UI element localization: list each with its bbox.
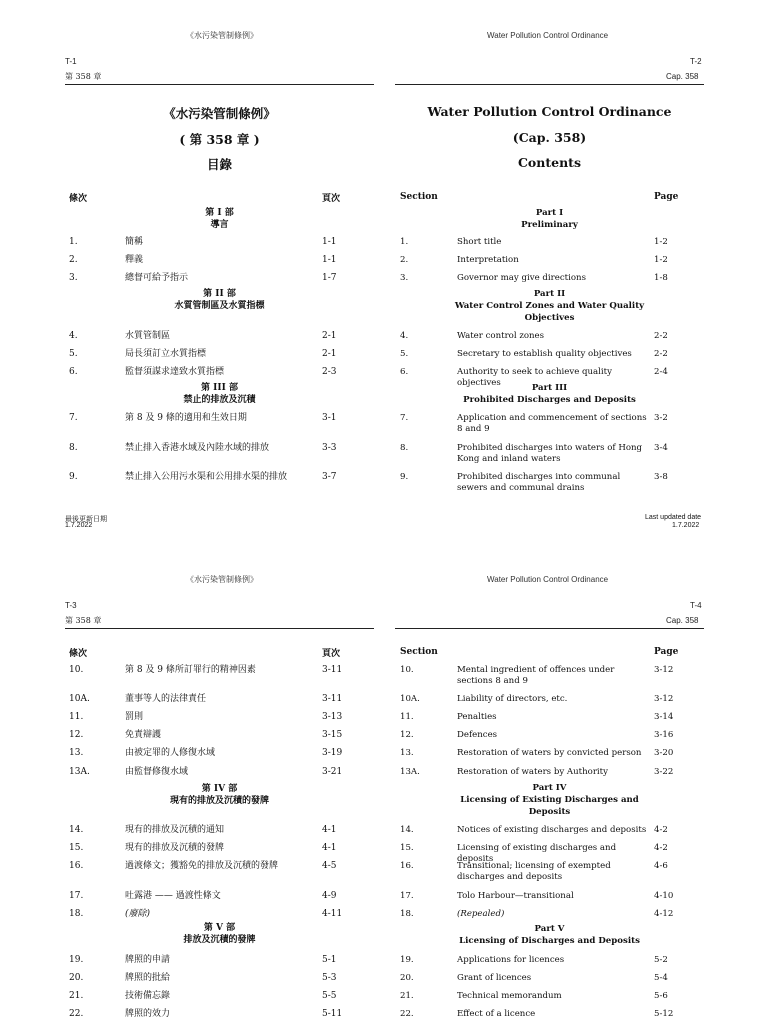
section-title: Water control zones	[457, 331, 545, 341]
section-number: 17.	[69, 891, 84, 901]
page-ref: 1-2	[654, 255, 668, 265]
section-number: 19.	[400, 955, 414, 965]
page-ref: 3-4	[654, 443, 668, 453]
section-title: Prohibited discharges into waters of Hong Kong and inland waters	[457, 443, 643, 464]
en-section-column-header: Section	[400, 192, 438, 202]
page-ref: 5-11	[322, 1009, 343, 1019]
zh-part-heading	[65, 382, 374, 406]
section-title: Liability of directors, etc.	[457, 694, 568, 704]
page-ref: 2-3	[322, 367, 337, 377]
section-number: 14.	[400, 825, 414, 835]
en-part-title: Prohibited Discharges and Deposits	[463, 395, 636, 405]
section-number: 15.	[69, 843, 84, 853]
section-number: 3.	[400, 273, 409, 283]
page-ref: 5-1	[322, 955, 337, 965]
page-ref: 4-9	[322, 891, 337, 901]
section-title: Applications for licences	[457, 955, 565, 965]
en-ordinance-title: Water Pollution Control Ordinance	[427, 104, 672, 119]
section-title: 董事等人的法律責任	[125, 694, 207, 704]
en-contents-title: Contents	[517, 155, 581, 170]
zh-cap-title: ( 第 358 章 )	[179, 132, 260, 147]
en-part-title: Preliminary	[521, 220, 578, 230]
page-ref: 3-11	[322, 665, 343, 675]
zh-part-number: 第 V 部	[203, 923, 236, 933]
section-title: 由監督修復水域	[125, 767, 189, 777]
section-title: Mental ingredient of offences under sections 8 and 9	[457, 665, 615, 686]
zh-part-heading	[65, 783, 374, 807]
section-title: 禁止排入公用污水渠和公用排水渠的排放	[125, 472, 288, 482]
page-ref: 5-5	[322, 991, 337, 1001]
section-number: 5.	[400, 349, 409, 359]
page-ref: 3-16	[654, 730, 674, 740]
zh-last-updated-label: 最後更新日期	[65, 515, 107, 523]
section-number: 13A.	[400, 767, 420, 777]
en-part-number: Part I	[535, 208, 564, 218]
right-page-number: T-4	[690, 601, 702, 610]
zh-page-column-header: 頁次	[322, 649, 341, 659]
page-ref: 2-1	[322, 349, 337, 359]
section-number: 8.	[69, 443, 78, 453]
section-number: 17.	[400, 891, 414, 901]
right-page-number: T-2	[690, 57, 702, 66]
section-title: 第 8 及 9 條所訂罪行的精神因素	[125, 665, 256, 675]
page-ref: 3-13	[322, 712, 343, 722]
section-number: 16.	[400, 861, 414, 871]
right-running-header: Water Pollution Control Ordinance	[487, 31, 609, 40]
page-ref: 2-4	[654, 367, 668, 377]
zh-page-column-header: 頁次	[322, 194, 341, 204]
section-number: 15.	[400, 843, 414, 853]
section-number: 2.	[69, 255, 78, 265]
page-ref: 4-12	[654, 909, 674, 919]
section-title: Tolo Harbour—transitional	[457, 891, 574, 901]
page-ref: 1-8	[654, 273, 668, 283]
en-part-title-continued: Deposits	[528, 807, 571, 817]
right-header-rule	[395, 628, 704, 629]
page-ref: 2-2	[654, 349, 668, 359]
page-ref: 3-8	[654, 472, 668, 482]
section-title: 技術備忘錄	[125, 991, 171, 1001]
en-last-updated-label: Last updated date	[645, 514, 702, 521]
section-title: 水質管制區	[125, 331, 171, 341]
section-title: Secretary to establish quality objectives	[457, 349, 632, 359]
section-title: 局長須訂立水質指標	[125, 349, 207, 359]
section-title: Authority to seek to achieve quality objectives	[457, 367, 612, 388]
section-number: 12.	[69, 730, 84, 740]
section-number: 9.	[400, 472, 409, 482]
en-part-number: Part II	[533, 289, 566, 299]
left-page-number: T-3	[65, 601, 77, 610]
page-ref: 1-2	[654, 237, 668, 247]
section-title: Short title	[457, 237, 502, 247]
section-number: 6.	[400, 367, 409, 377]
section-title: 牌照的申請	[125, 955, 171, 965]
page-ref: 4-2	[654, 843, 668, 853]
section-title: 監督須謀求達致水質指標	[125, 367, 225, 377]
section-number: 4.	[400, 331, 409, 341]
section-title: Notices of existing discharges and deposits	[457, 825, 647, 835]
section-number: 4.	[69, 331, 78, 341]
right-header-rule	[395, 84, 704, 85]
left-cap-number: 第 358 章	[65, 616, 102, 625]
right-cap-number: Cap. 358	[666, 72, 699, 81]
section-title: 由被定罪的人修復水域	[125, 748, 216, 758]
section-title: 禁止排入香港水域及內陸水域的排放	[125, 443, 270, 453]
section-title: 罰則	[125, 712, 144, 722]
page-ref: 5-2	[654, 955, 668, 965]
section-title: Grant of licences	[457, 973, 532, 983]
en-section-column-header: Section	[400, 647, 438, 657]
en-last-updated-date: 1.7.2022	[672, 522, 700, 529]
section-number: 20.	[400, 973, 414, 983]
en-part-number: Part IV	[532, 783, 567, 793]
page-ref: 1-1	[322, 255, 337, 265]
section-number: 14.	[69, 825, 84, 835]
section-title: 免責辯護	[125, 730, 162, 740]
page-ref: 3-3	[322, 443, 337, 453]
zh-part-title: 禁止的排放及沉積	[183, 395, 256, 405]
section-number: 6.	[69, 367, 78, 377]
section-title: 過渡條文；獲豁免的排放及沉積的發牌	[125, 861, 279, 871]
zh-part-heading	[65, 288, 374, 312]
section-number: 16.	[69, 861, 84, 871]
en-page-column-header: Page	[654, 192, 679, 202]
section-number: 18.	[400, 909, 414, 919]
page-ref: 3-21	[322, 767, 343, 777]
left-running-header: 《水污染管制條例》	[186, 31, 258, 40]
zh-part-number: 第 IV 部	[201, 784, 238, 794]
en-part-number: Part V	[534, 924, 565, 934]
section-title: Penalties	[457, 712, 497, 722]
page-ref: 4-6	[654, 861, 668, 871]
page-ref: 3-14	[654, 712, 674, 722]
zh-part-title: 導言	[210, 220, 229, 230]
section-number: 21.	[69, 991, 84, 1001]
section-title: Interpretation	[457, 255, 519, 265]
section-number: 12.	[400, 730, 414, 740]
section-number: 3.	[69, 273, 78, 283]
page-ref: 3-11	[322, 694, 343, 704]
section-number: 13.	[69, 748, 84, 758]
section-title: 牌照的批給	[125, 973, 171, 983]
page-ref: 3-12	[654, 694, 674, 704]
section-number: 18.	[69, 909, 84, 919]
section-title: 第 8 及 9 條的適用和生效日期	[125, 413, 247, 423]
page-ref: 5-12	[654, 1009, 674, 1019]
section-number: 8.	[400, 443, 409, 453]
section-title: 現有的排放及沉積的發牌	[125, 843, 225, 853]
section-title: 簡稱	[125, 237, 144, 247]
section-number: 9.	[69, 472, 78, 482]
page-ref: 4-1	[322, 843, 337, 853]
section-number: 10A.	[400, 694, 420, 704]
section-number: 11.	[400, 712, 414, 722]
section-title: 總督可給予指示	[125, 273, 189, 283]
page-ref: 3-12	[654, 665, 674, 675]
page-ref: 3-20	[654, 748, 674, 758]
page-ref: 3-7	[322, 472, 337, 482]
section-title: 吐露港 —— 過渡性條文	[125, 891, 221, 901]
section-number: 10A.	[69, 694, 90, 704]
section-title: 現有的排放及沉積的通知	[125, 825, 225, 835]
section-number: 10.	[69, 665, 84, 675]
page-ref: 4-2	[654, 825, 668, 835]
section-number: 20.	[69, 973, 84, 983]
left-running-header: 《水污染管制條例》	[186, 575, 258, 584]
page-ref: 4-10	[654, 891, 674, 901]
section-title: Defences	[457, 730, 498, 740]
zh-part-title: 排放及沉積的發牌	[183, 935, 256, 945]
zh-part-heading	[65, 922, 374, 946]
page-ref: 1-7	[322, 273, 337, 283]
en-part-title: Licensing of Existing Discharges and	[460, 795, 639, 805]
en-part-heading	[395, 923, 704, 947]
page-ref: 2-1	[322, 331, 337, 341]
section-number: 13A.	[69, 767, 90, 777]
section-title: (Repealed)	[457, 909, 505, 919]
section-number: 22.	[400, 1009, 414, 1019]
zh-ordinance-title: 《水污染管制條例》	[163, 106, 276, 121]
zh-part-heading	[65, 207, 374, 231]
section-title: Restoration of waters by Authority	[457, 767, 608, 777]
left-header-rule	[65, 84, 374, 85]
page-ref: 4-5	[322, 861, 337, 871]
section-number: 11.	[69, 712, 84, 722]
page-ref: 4-1	[322, 825, 337, 835]
section-title: Governor may give directions	[457, 273, 586, 283]
page-ref: 3-2	[654, 413, 668, 423]
page-ref: 3-22	[654, 767, 674, 777]
section-number: 7.	[69, 413, 78, 423]
section-number: 21.	[400, 991, 414, 1001]
section-number: 2.	[400, 255, 409, 265]
section-title: Licensing of existing discharges and deposits	[457, 843, 617, 864]
section-number: 13.	[400, 748, 414, 758]
page-ref: 2-2	[654, 331, 668, 341]
section-number: 7.	[400, 413, 409, 423]
page-ref: 4-11	[322, 909, 343, 919]
en-part-title: Licensing of Discharges and Deposits	[459, 936, 640, 946]
zh-part-number: 第 I 部	[205, 208, 234, 218]
page-ref: 3-15	[322, 730, 343, 740]
section-title: Restoration of waters by convicted person	[457, 748, 642, 758]
en-page-column-header: Page	[654, 647, 679, 657]
zh-section-column-header: 條次	[69, 194, 88, 204]
page-ref: 5-3	[322, 973, 337, 983]
en-cap-title: (Cap. 358)	[512, 130, 587, 145]
section-title: Technical memorandum	[457, 991, 562, 1001]
left-cap-number: 第 358 章	[65, 72, 102, 81]
page-ref: 1-1	[322, 237, 337, 247]
zh-part-number: 第 III 部	[201, 383, 238, 393]
page-ref: 5-4	[654, 973, 668, 983]
section-title: (廢除)	[125, 909, 151, 919]
page-ref: 3-19	[322, 748, 343, 758]
right-cap-number: Cap. 358	[666, 616, 699, 625]
section-title: Prohibited discharges into communal sewers and communal drains	[457, 472, 621, 493]
left-page-number: T-1	[65, 57, 77, 66]
zh-contents-title: 目錄	[206, 157, 232, 172]
section-number: 19.	[69, 955, 84, 965]
page-ref: 5-6	[654, 991, 668, 1001]
en-part-title: Water Control Zones and Water Quality	[454, 301, 645, 311]
left-header-rule	[65, 628, 374, 629]
page-ref: 3-1	[322, 413, 337, 423]
section-title: Application and commencement of sections 8 and 9	[457, 413, 647, 434]
section-title: 牌照的效力	[125, 1009, 171, 1019]
en-part-title-continued: Objectives	[524, 313, 575, 323]
en-part-number: Part III	[531, 383, 568, 393]
zh-part-number: 第 II 部	[203, 289, 236, 299]
section-title: Transitional; licensing of exempted discharges and deposits	[457, 861, 611, 882]
en-part-heading	[395, 288, 704, 324]
section-number: 22.	[69, 1009, 84, 1019]
zh-last-updated-date: 1.7.2022	[65, 522, 93, 529]
section-title: 釋義	[125, 255, 144, 265]
section-number: 1.	[400, 237, 409, 247]
section-number: 1.	[69, 237, 78, 247]
zh-section-column-header: 條次	[69, 649, 88, 659]
en-part-heading	[395, 782, 704, 818]
section-title: Effect of a licence	[457, 1009, 536, 1019]
zh-part-title: 水質管制區及水質指標	[174, 301, 265, 311]
en-part-heading	[395, 207, 704, 231]
section-number: 5.	[69, 349, 78, 359]
zh-part-title: 現有的排放及沉積的發牌	[169, 796, 269, 806]
right-running-header: Water Pollution Control Ordinance	[487, 575, 609, 584]
section-number: 10.	[400, 665, 414, 675]
